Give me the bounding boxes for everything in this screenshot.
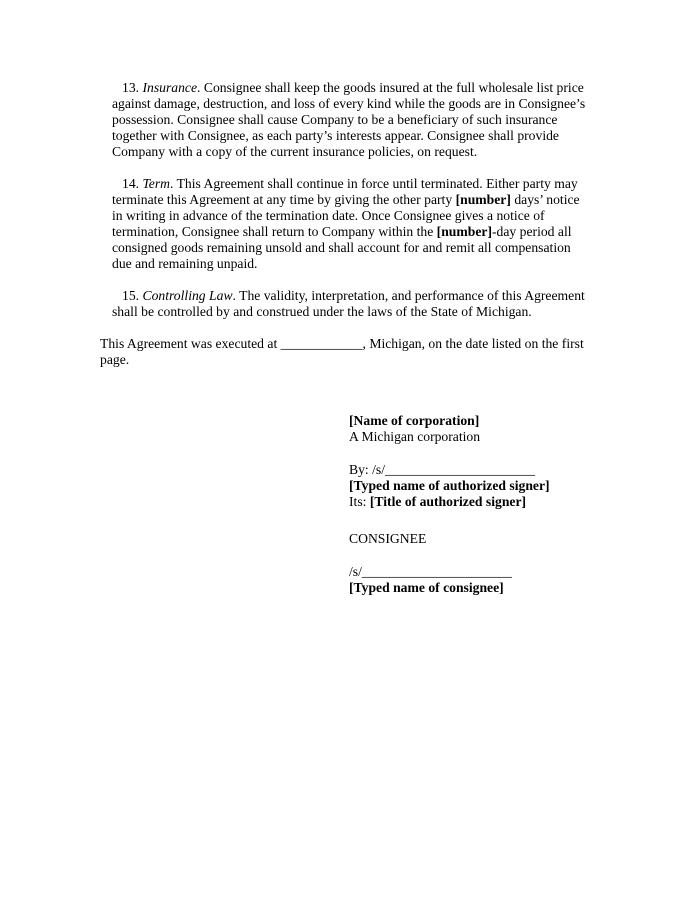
signature-block-spacer xyxy=(349,445,596,461)
paragraph-controlling-law xyxy=(112,288,593,320)
paragraph-insurance-heading: Insurance xyxy=(142,80,198,95)
paragraph-term xyxy=(112,176,593,272)
paragraph-term-body-3: -day period all consigned goods remaining unsold and shall account for and remit all compensation due and remaining unpaid. xyxy=(112,224,572,271)
number-placeholder-1: [number] xyxy=(455,192,511,207)
consignee-heading: CONSIGNEE xyxy=(349,531,427,547)
paragraph-term-body-2: days’ notice in writing in advance of the termination date. Once Consignee gives a notice of termination, Consignee shall return to Company within the xyxy=(112,192,580,239)
paragraph-insurance-number: 13. xyxy=(122,80,143,95)
title-label: Its: xyxy=(349,494,370,509)
paragraph-term-heading: Term xyxy=(142,176,171,191)
paragraph-controlling-law-number: 15. xyxy=(122,288,143,303)
authorized-signer-title-placeholder: [Title of authorized signer] xyxy=(369,494,527,509)
signature-block-spacer xyxy=(349,510,596,526)
corporation-type: A Michigan corporation xyxy=(349,429,481,445)
paragraph-term-number: 14. xyxy=(122,176,143,191)
paragraph-insurance-body: . Consignee shall keep the goods insured at the full wholesale list price against damage, destruction, and loss of every kind while the goods are in Consignee’s possession. Consignee shall cause Company to be a beneficiary of such insurance together with Consignee, as each party’s interests appear. Consignee shall provide Company with a copy of the current insurance policies, on request. xyxy=(112,80,586,159)
signature-block-spacer xyxy=(349,548,596,564)
corporation-name-placeholder: [Name of corporation] xyxy=(349,413,480,428)
paragraph-controlling-law-body: . The validity, interpretation, and performance of this Agreement shall be controlled by and construed under the laws of the State of Michigan. xyxy=(112,288,585,319)
number-placeholder-2: [number] xyxy=(436,224,492,239)
consignee-signature-line: /s/______________________ xyxy=(349,563,512,579)
authorized-signer-name-placeholder: [Typed name of authorized signer] xyxy=(349,477,550,493)
consignee-name-placeholder: [Typed name of consignee] xyxy=(349,579,504,595)
paragraph-insurance xyxy=(112,80,593,160)
signature-block xyxy=(349,413,596,596)
by-signature-line: By: /s/______________________ xyxy=(349,461,536,477)
execution-statement: This Agreement was executed at ____________, Michigan, on the date listed on the first page. xyxy=(100,336,584,367)
paragraph-term-body-1: . This Agreement shall continue in force until terminated. Either party may terminate this Agreement at any time by giving the other party xyxy=(112,176,578,207)
paragraph-controlling-law-heading: Controlling Law xyxy=(142,288,233,303)
authorized-signer-title-line xyxy=(349,494,596,510)
